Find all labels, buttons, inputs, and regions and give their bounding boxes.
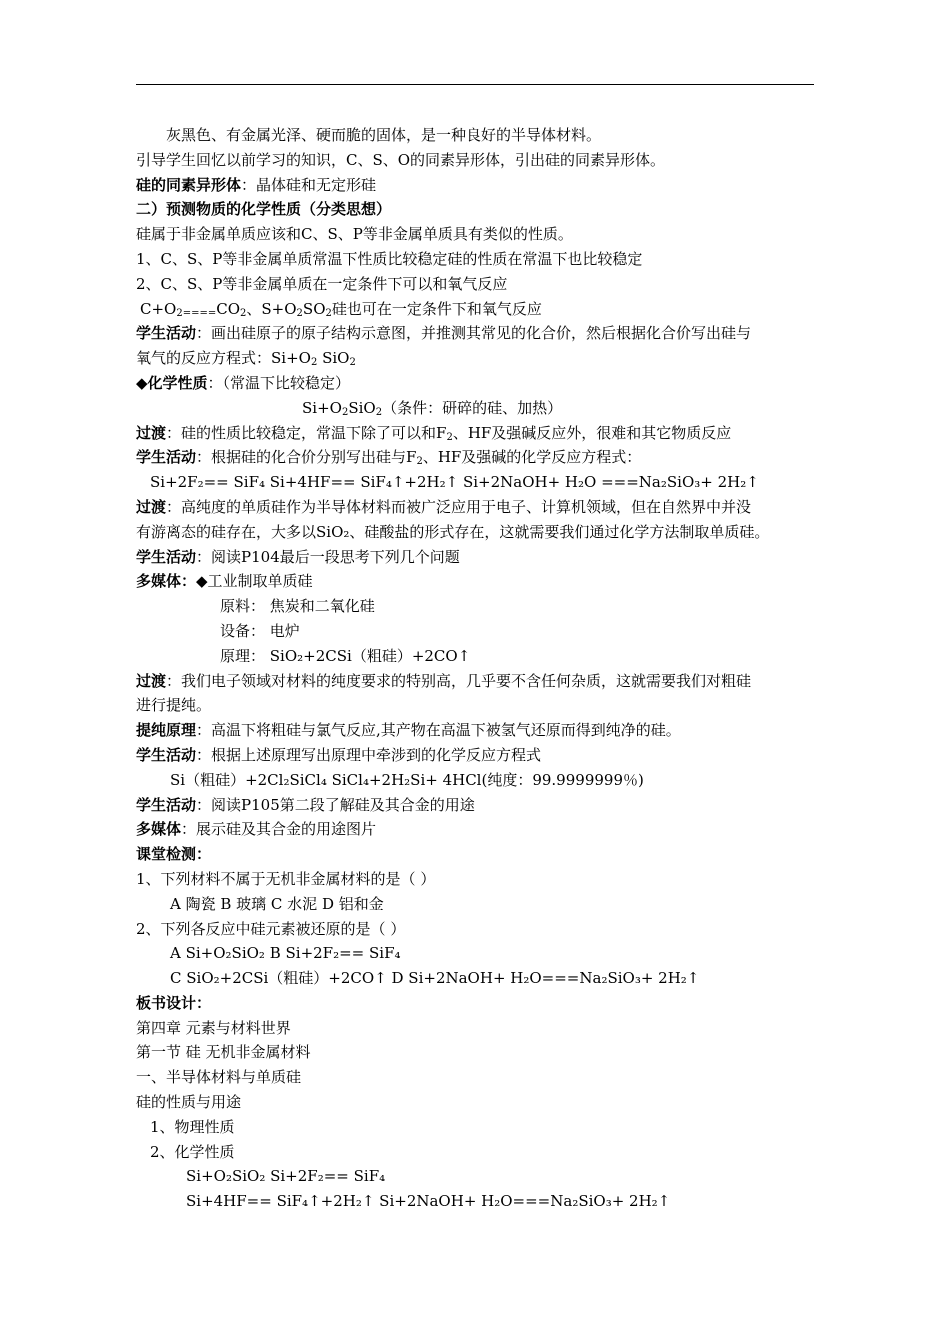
bold-label: 多媒体 [136, 820, 182, 839]
text-line: 硅属于非金属单质应该和C、S、P等非金属单质具有类似的性质。 [136, 225, 573, 244]
text-line: 硅的性质与用途 [136, 1093, 242, 1112]
section-heading: 二）预测物质的化学性质（分类思想） [136, 200, 392, 219]
eq-sub: 2 [325, 307, 332, 319]
answer-options: C SiO₂+2CSi（粗硅）+2CO↑ D Si+2NaOH+ H₂O===Na₂SiO₃+ 2H₂↑ [170, 969, 700, 988]
text-line: 第一节 硅 无机非金属材料 [136, 1043, 311, 1062]
text-line: 引导学生回忆以前学习的知识，C、S、O的同素异形体，引出硅的同素异形体。 [136, 150, 666, 169]
text-line: 有游离态的硅存在，大多以SiO₂、硅酸盐的形式存在，这就需要我们通过化学方法制取单质硅。 [136, 522, 770, 541]
eq-part: SO [302, 299, 326, 318]
bold-label: 学生活动 [136, 448, 197, 467]
eq-sub: 2 [296, 307, 303, 319]
eq-part: CO [216, 299, 241, 318]
text-line [136, 321, 816, 346]
text-line [136, 743, 816, 768]
line-text: ：展示硅及其合金的用途图片 [181, 820, 377, 839]
bold-label: 过渡 [136, 423, 167, 442]
equation-line: Si+O₂SiO₂ Si+2F₂== SiF₄ [186, 1167, 386, 1186]
header-rule [136, 84, 814, 85]
bold-label: 硅的同素异形体 [136, 175, 242, 194]
bold-label: 过渡 [136, 671, 167, 690]
eq-sub: 2 [375, 406, 383, 418]
text-line [136, 445, 816, 470]
eq-part: （条件：研碎的硅、加热） [382, 398, 563, 417]
text-line [136, 346, 816, 371]
equation-line: Si+2F₂== SiF₄ Si+4HF== SiF₄↑+2H₂↑ Si+2NaOH+ H₂O ===Na₂SiO₃+ 2H₂↑ [150, 473, 759, 492]
line-text: ：我们电子领域对材料的纯度要求的特别高，几乎要不含任何杂质，这就需要我们对粗硅 [166, 671, 752, 690]
text-line [136, 545, 816, 570]
text-line [136, 421, 816, 446]
line-text: ：高纯度的单质硅作为半导体材料而被广泛应用于电子、计算机领域，但在自然界中并没 [166, 497, 752, 516]
line-text: ：晶体硅和无定形硅 [241, 175, 377, 194]
eq-sub: 2 [446, 431, 453, 443]
text-line: 2、C、S、P等非金属单质在一定条件下可以和氧气反应 [136, 274, 508, 293]
eq-sub: 2==== [176, 307, 217, 319]
question-line: 2、下列各反应中硅元素被还原的是（ ） [136, 919, 406, 938]
line-text: ：根据上述原理写出原理中牵涉到的化学反应方程式 [196, 745, 542, 764]
bold-label: 学生活动 [136, 324, 197, 343]
bold-label: 学生活动 [136, 745, 197, 764]
text-line: 1、物理性质 [150, 1117, 235, 1136]
text-line [136, 718, 816, 743]
eq-sub: 2 [310, 357, 318, 369]
line-text: ：阅读P104最后一段思考下列几个问题 [196, 547, 460, 566]
text-line [136, 793, 816, 818]
eq-part: SiO [317, 349, 350, 368]
eq-sub: 2 [240, 307, 247, 319]
text-line: 2、化学性质 [150, 1142, 235, 1161]
text-line: 第四章 元素与材料世界 [136, 1018, 291, 1037]
eq-sub: 2 [341, 406, 349, 418]
text-line: 设备： 电炉 [220, 621, 300, 640]
eq-sub: 2 [416, 456, 423, 468]
line-text: ：画出硅原子的原子结构示意图，并推测其常见的化合价，然后根据化合价写出硅与 [196, 324, 752, 343]
line-text: ：（常温下比较稳定） [207, 373, 351, 392]
text-line: 1、C、S、P等非金属单质常温下性质比较稳定硅的性质在常温下也比较稳定 [136, 249, 643, 268]
eq-part: C+O [140, 299, 177, 318]
text-line: 一、半导体材料与单质硅 [136, 1068, 302, 1087]
eq-part: Si+O [302, 398, 342, 417]
equation-line: Si（粗硅）+2Cl₂SiCl₄ SiCl₄+2H₂Si+ 4HCl(纯度：99.9999999％) [170, 770, 644, 789]
eq-part: 硅也可在一定条件下和氧气反应 [331, 299, 542, 318]
line-text: ：根据硅的化合价分别写出硅与F [196, 448, 417, 467]
text-line [136, 569, 816, 594]
text-line: 原料： 焦炭和二氧化硅 [220, 597, 375, 616]
bold-label: 多媒体： [136, 572, 197, 591]
bold-label: 过渡 [136, 497, 167, 516]
eq-part: SiO [348, 398, 376, 417]
text-line [136, 371, 816, 396]
text-line [136, 173, 816, 198]
section-heading: 课堂检测： [136, 845, 212, 864]
line-text: ：硅的性质比较稳定，常温下除了可以和F [166, 423, 447, 442]
eq-sub: 2 [349, 357, 356, 369]
text-line: 灰黑色、有金属光泽、硬而脆的固体，是一种良好的半导体材料。 [166, 126, 602, 144]
equation-line: 原理： SiO₂+2CSi（粗硅）+2CO↑ [220, 646, 471, 665]
bold-label: ◆化学性质 [136, 373, 208, 392]
section-heading: 板书设计： [136, 993, 212, 1012]
text-line [136, 669, 816, 694]
text-line [136, 817, 816, 842]
line-text: 、HF及强碱反应外，很难和其它物质反应 [452, 423, 732, 442]
line-text: 、HF及强碱的化学反应方程式： [422, 448, 642, 467]
bold-label: 学生活动 [136, 795, 197, 814]
equation-line [136, 297, 816, 322]
text-line [136, 495, 816, 520]
equation-line: Si+4HF== SiF₄↑+2H₂↑ Si+2NaOH+ H₂O===Na₂SiO₃+ 2H₂↑ [186, 1192, 671, 1211]
document-body [136, 123, 816, 1214]
question-line: 1、下列材料不属于无机非金属材料的是（ ） [136, 869, 436, 888]
bold-label: 学生活动 [136, 547, 197, 566]
answer-options: A 陶瓷 B 玻璃 C 水泥 D 铝和金 [170, 894, 384, 913]
line-text: 氧气的反应方程式：Si+O [136, 349, 311, 368]
line-text: ：高温下将粗硅与氯气反应,其产物在高温下被氢气还原而得到纯净的硅。 [196, 721, 681, 740]
bold-label: 提纯原理 [136, 721, 197, 740]
line-text: ◆工业制取单质硅 [196, 572, 313, 591]
text-line: 进行提纯。 [136, 696, 212, 715]
equation-line [136, 396, 816, 421]
line-text: ：阅读P105第二段了解硅及其合金的用途 [196, 795, 475, 814]
eq-part: 、S+O [246, 299, 297, 318]
answer-options: A Si+O₂SiO₂ B Si+2F₂== SiF₄ [170, 944, 401, 963]
